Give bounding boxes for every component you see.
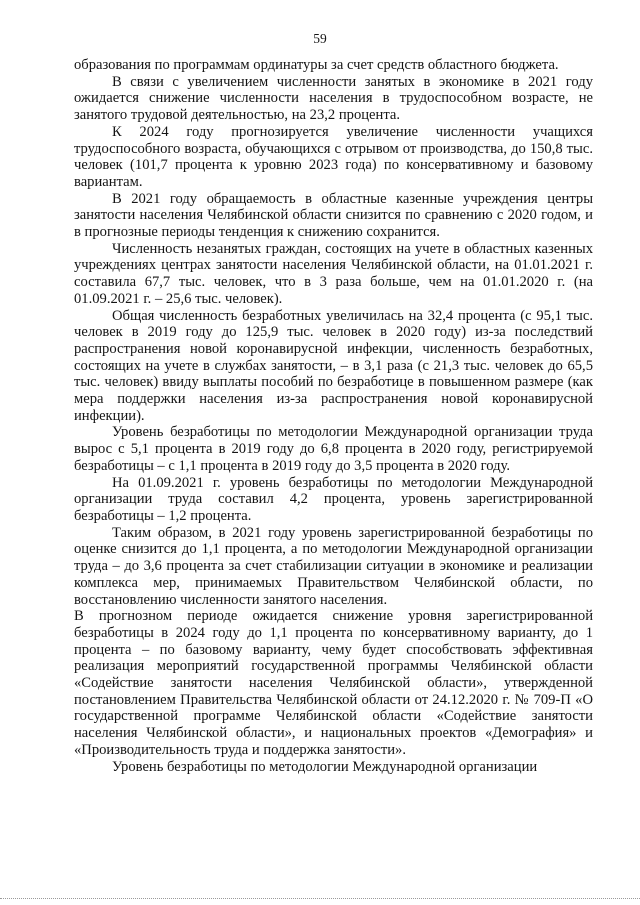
paragraph-continuation: образования по программам ординатуры за счет средств областного бюджета. — [74, 57, 559, 73]
paragraph-ilo-rate: Уровень безработицы по методологии Международной организации труда вырос с 5,1 процента в 2019 году до 6,8 процента в 2020 году, регистрируемой безработицы – с 1,1 процента в 2019 году до 3,5 процента в 2020 году. — [74, 424, 593, 474]
paragraph-employment-centers: В 2021 году обращаемость в областные казенные учреждения центры занятости населения Челябинской области снизится по сравнению с 2020 годом, и в прогнозные периоды тенденция к снижению сохранится. — [74, 190, 593, 241]
paragraph-total-unemployed: Общая численность безработных увеличилась на 32,4 процента (с 95,1 тыс. человек в 2019 году до 125,9 тыс. человек в 2020 году) из-за последствий распространения новой коронавирусной инфекции, численность безработных, состоящих на учете в службах занятости, – в 3,1 раза (с 21,3 тыс. человек до 65,5 тыс. человек) ввиду выплаты пособий по безработице в повышенном размере (как мера поддержки населения из-за распространения новой коронавирусной инфекции). — [74, 307, 593, 424]
paragraph-forecast-2024: В прогнозном периоде ожидается снижение уровня зарегистрированной безработицы в 2024 году до 1,1 процента по консервативному варианту, до 1 процента – по базовому варианту, чему будет способствовать эффективная реализация мероприятий государственной программы Челябинской области «Содействие занятости населения Челябинской области», утвержденной постановлением Правительства Челябинской области от 24.12.2020 г. № 709-П «О государственной программе Челябинской области «Содействие занятости населения Челябинской области», и национальных проектов «Демография» и «Производительность труда и поддержка занятости». — [74, 608, 593, 758]
paragraph-unemployed-registered: Численность незанятых граждан, состоящих на учете в областных казенных учреждениях центрах занятости населения Челябинской области, на 01.01.2021 г. составила 67,7 тыс. человек, что в 3 раза больше, чем на 01.01.2020 г. (на 01.09.2021 г. – 25,6 тыс. человек). — [74, 240, 593, 307]
paragraph-rate-september: На 01.09.2021 г. уровень безработицы по методологии Международной организации труда составил 4,2 процента, уровень зарегистрированной безработицы – 1,2 процента. — [74, 474, 593, 524]
paragraph-rate-estimate-2021: Таким образом, в 2021 году уровень зарегистрированной безработицы по оценке снизится до 1,1 процента, а по методологии Международной организации труда – до 3,6 процента за счет стабилизации ситуации в экономике и реализации комплекса мер, принимаемых Правительством Челябинской области, по восстановлению численности занятого населения. — [74, 524, 593, 608]
scan-edge-line — [0, 898, 640, 901]
paragraph-employment-2021: В связи с увеличением численности занятых в экономике в 2021 году ожидается снижение численности населения в трудоспособном возрасте, не занятого трудовой деятельностью, на 23,2 процента. — [74, 73, 593, 124]
paragraph-ilo-continued: Уровень безработицы по методологии Международной организации — [112, 758, 538, 775]
paragraph-students-2024: К 2024 году прогнозируется увеличение численности учащихся трудоспособного возраста, обучающихся с отрывом от производства, до 150,8 тыс. человек (101,7 процента к уровню 2023 года) по консервативному и базовому вариантам. — [74, 123, 593, 190]
page-number: 59 — [313, 31, 327, 46]
body-text — [74, 57, 593, 775]
